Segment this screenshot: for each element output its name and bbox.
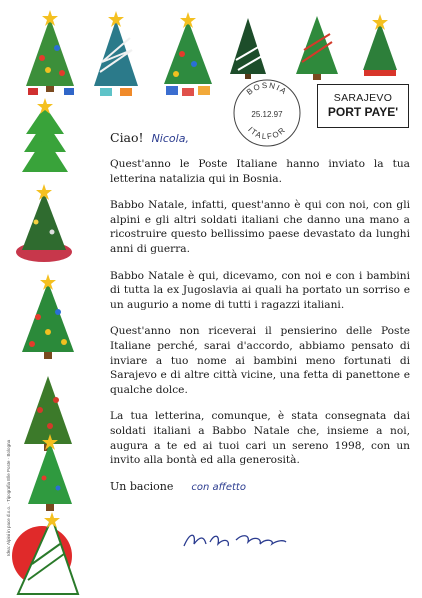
closing: Un bacione xyxy=(110,479,174,493)
handwritten-closing: con affetto xyxy=(191,481,246,493)
svg-text:BOSNIA xyxy=(245,81,289,97)
postmark-date: 25.12.97 xyxy=(251,110,283,119)
christmas-tree-drawing xyxy=(22,432,78,516)
christmas-tree-drawing xyxy=(20,98,70,178)
closing-line xyxy=(110,480,410,493)
greeting: Ciao! xyxy=(110,130,144,145)
christmas-tree-drawing xyxy=(14,182,74,266)
postmark-top-text: BOSNIA xyxy=(244,80,290,97)
printer-credit: Idea: Alpini in pace d.o.o. · Tipografia Elle Poste · Bologna xyxy=(6,439,11,556)
christmas-tree-drawing xyxy=(292,12,342,82)
christmas-tree-drawing xyxy=(20,8,80,98)
christmas-tree-drawing xyxy=(360,12,400,78)
letter-body xyxy=(110,130,410,493)
christmas-tree-drawing xyxy=(18,272,78,362)
paragraph: Quest'anno non riceverai il pensierino delle Poste Italiane perché, sarai d'accordo, abbiamo pensato di inviare a tuo nome ai bambini meno fortunati di Sarajevo e di altre città vicine, una fetta di panettone e qualche dolce. xyxy=(110,325,410,396)
greeting-line xyxy=(110,130,410,145)
paragraph: Quest'anno le Poste Italiane hanno inviato la tua letterina natalizia qui in Bosnia. xyxy=(110,158,410,185)
christmas-tree-drawing xyxy=(228,16,268,80)
postmark-bottom-text: ITALFOR xyxy=(246,124,288,142)
stamp-city: SARAJEVO xyxy=(333,92,393,104)
port-paye-stamp xyxy=(317,84,409,128)
stamp-label: PORT PAYE' xyxy=(327,105,399,119)
paragraph: Babbo Natale, infatti, quest'anno è qui con noi, con gli alpini e gli altri soldati italiani che danno una mano a ricostruire questo bellissimo paese devastato da lunghi anni di guerra. xyxy=(110,199,410,255)
signature xyxy=(180,528,290,552)
paragraph: La tua letterina, comunque, è stata consegnata dai soldati italiani a Babbo Natale che, insieme a noi, augura a te ed ai tuoi cari un sereno 1998, con un invito alla bontà ed alla generosità. xyxy=(110,410,410,467)
paragraph: Babbo Natale è qui, dicevamo, con noi e con i bambini di tutta la ex Jugoslavia ai quali ha portato un sorriso e un augurio a nome di tutti i ragazzi italiani. xyxy=(110,269,410,311)
christmas-tree-drawing xyxy=(8,510,82,598)
christmas-tree-drawing xyxy=(88,10,144,100)
recipient-name: Nicola, xyxy=(151,132,189,145)
christmas-tree-drawing xyxy=(158,10,218,100)
